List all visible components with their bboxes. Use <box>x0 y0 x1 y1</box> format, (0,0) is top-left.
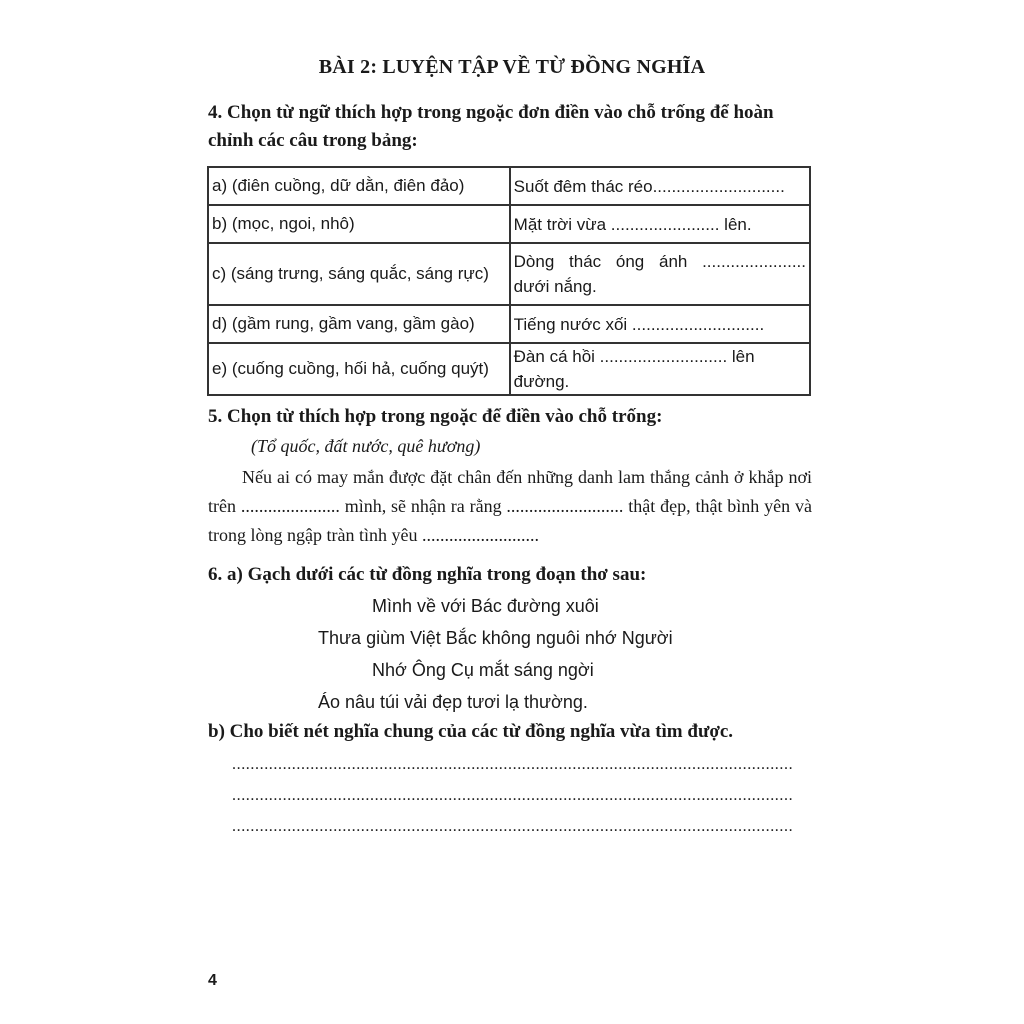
table-cell-options: b) (mọc, ngoi, nhô) <box>208 205 510 243</box>
answer-line: .......................................................................................................................... <box>232 818 794 835</box>
fill-in-table <box>207 166 811 396</box>
poem-line: Áo nâu túi vải đẹp tươi lạ thường. <box>318 692 588 712</box>
table-cell-sentence: Mặt trời vừa ....................... lên. <box>510 205 810 243</box>
sentence-line: dưới nắng. <box>513 277 597 296</box>
table-row <box>208 343 810 395</box>
page-title: BÀI 2: LUYỆN TẬP VỀ TỪ ĐỒNG NGHĨA <box>318 56 706 78</box>
question-6a-heading: 6. a) Gạch dưới các từ đồng nghĩa trong đoạn thơ sau: <box>208 564 647 585</box>
table-cell-sentence: Tiếng nước xối ............................ <box>510 305 810 343</box>
table-cell-sentence: Suốt đêm thác réo............................ <box>510 167 810 205</box>
answer-line: .......................................................................................................................... <box>232 756 794 773</box>
poem-line: Nhớ Ông Cụ mắt sáng ngời <box>372 660 594 680</box>
question-6b-heading: b) Cho biết nét nghĩa chung của các từ đồng nghĩa vừa tìm được. <box>208 721 734 742</box>
sentence-line: Dòng thác óng ánh ...................... <box>513 252 806 271</box>
table-row <box>208 205 810 243</box>
question-5-heading: 5. Chọn từ thích hợp trong ngoặc để điền vào chỗ trống: <box>208 406 663 427</box>
question-4-heading: 4. Chọn từ ngữ thích hợp trong ngoặc đơn điền vào chỗ trống để hoàn chỉnh các câu trong bảng: <box>208 102 774 151</box>
poem-line: Mình về với Bác đường xuôi <box>372 596 599 616</box>
table-cell-sentence: Đàn cá hồi ........................... lên đường. <box>510 343 810 395</box>
table-cell-options: e) (cuống cuồng, hối hả, cuống quýt) <box>208 343 510 395</box>
question-5-options: (Tổ quốc, đất nước, quê hương) <box>251 436 481 456</box>
table-cell-options: c) (sáng trưng, sáng quắc, sáng rực) <box>208 243 510 305</box>
table-cell-options: d) (gầm rung, gầm vang, gầm gào) <box>208 305 510 343</box>
answer-line: .......................................................................................................................... <box>232 787 794 804</box>
table-row <box>208 305 810 343</box>
table-cell-sentence <box>510 243 810 305</box>
question-5-paragraph: Nếu ai có may mắn được đặt chân đến những danh lam thắng cảnh ở khắp nơi trên ...................... mình, sẽ nhận ra rằng .......................... thật đẹp, thật bình yên và trong lòng ngập tràn tình yêu .......................... <box>208 467 812 545</box>
table-row <box>208 167 810 205</box>
page-number: 4 <box>208 972 217 989</box>
table-cell-options: a) (điên cuồng, dữ dằn, điên đảo) <box>208 167 510 205</box>
table-row <box>208 243 810 305</box>
poem-line: Thưa giùm Việt Bắc không nguôi nhớ Người <box>318 628 673 648</box>
